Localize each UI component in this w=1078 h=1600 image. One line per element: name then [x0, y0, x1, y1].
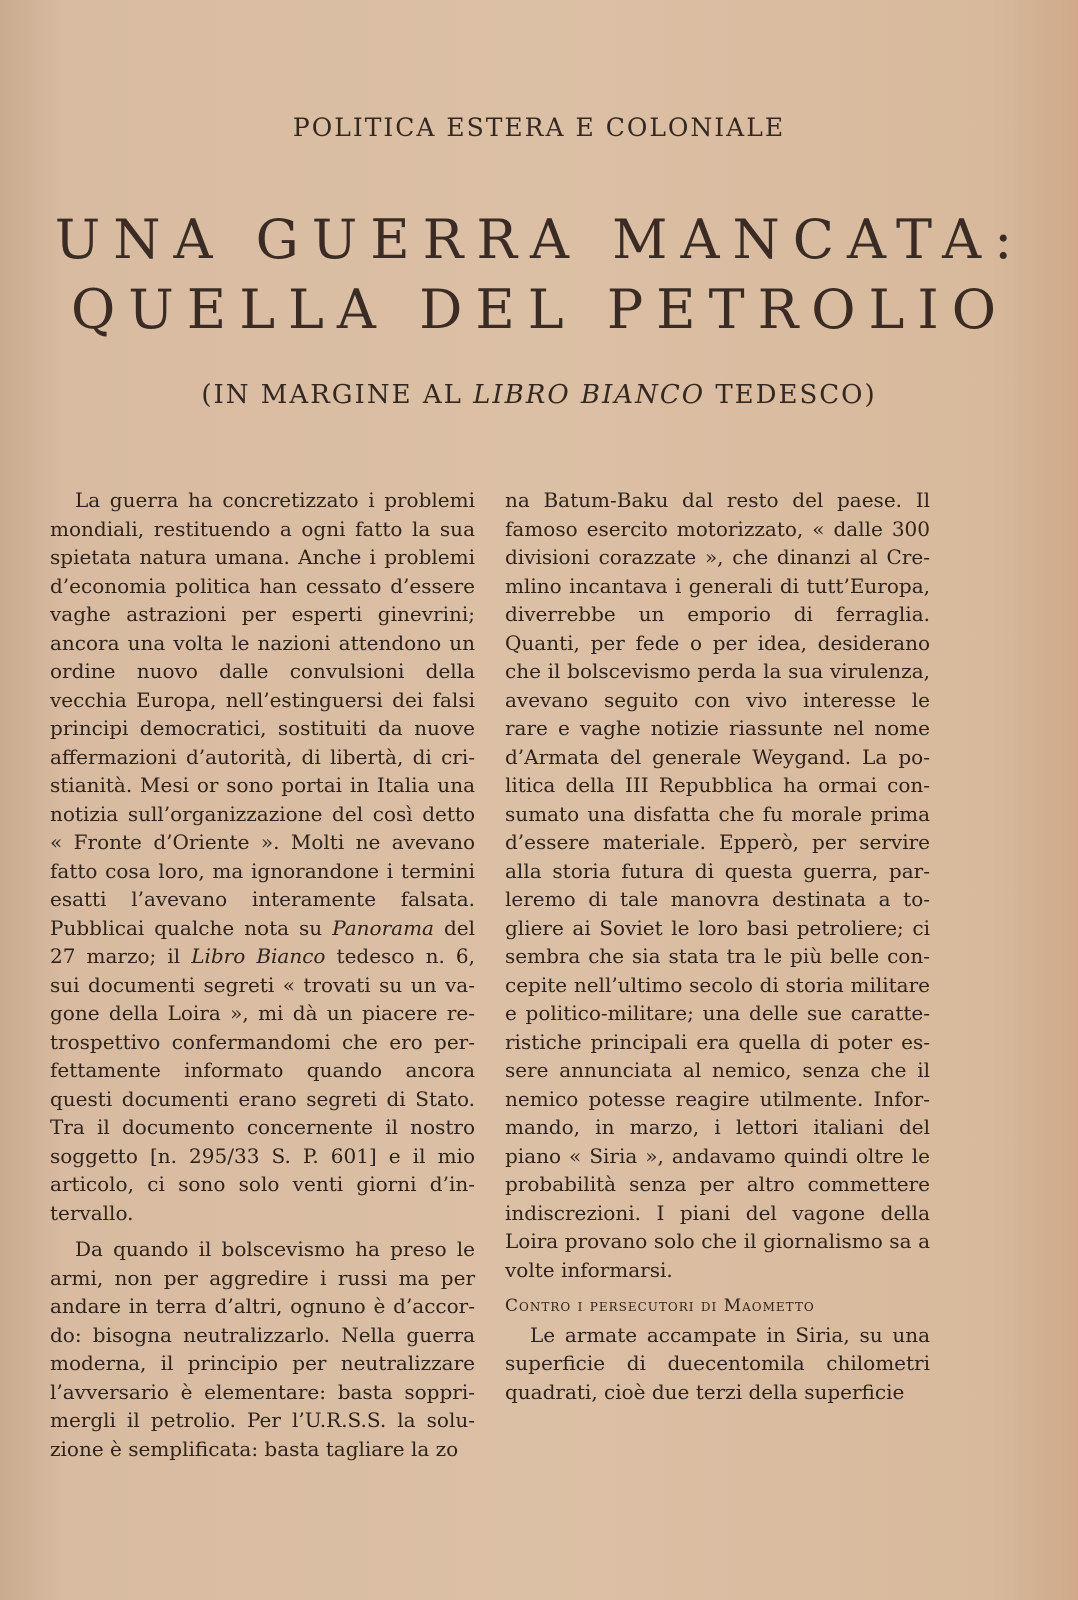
paragraph-text: La guerra ha concretizzato i problemi mondiali, restituendo a ogni fatto la sua spietata natura umana. Anche i problemi d’economia politica han cessato d’essere vaghe astrazioni per esperti ginevrini; ancora una volta le nazioni attendono un ordine nuovo dalle convulsioni della vecchia Europa, nell’estinguersi dei falsi principi democratici, sostituiti da nuove affermazioni d’autorità, di libertà, di cristianità. Mesi or sono portai in Italia una notizia sull’organizzazione del così detto « Fronte d’Oriente ». Molti ne avevano fatto cosa loro, ma ignorandone i termini esatti l’avevano interamente falsata. Pubblicai qualche nota su: [50, 488, 475, 940]
article-title-line-2: QUELLA DEL PETROLIO: [71, 278, 1009, 341]
italic-text: Libro Bianco: [191, 944, 326, 968]
section-heading: POLITICA ESTERA E COLONIALE: [292, 113, 786, 142]
paragraph: na Batum-Baku dal resto del paese. Il famoso esercito motorizzato, « dalle 300 divisioni corazzate », che dinanzi al Cremlino incantava i generali di tutt’Europa, diverrebbe un emporio di ferraglia. Quanti, per fede o per idea, desiderano che il bolscevismo perda la sua virulenza, avevano seguito con vivo interesse le rare e vaghe notizie riassunte nel nome d’Armata del generale Weygand. La politica della III Repubblica ha ormai consumato una disfatta che fu morale prima d’essere materiale. Epperò, per servire alla storia futura di questa guerra, parleremo di tale manovra destinata a togliere ai Soviet le loro basi petroliere; ci sembra che sia stata tra le più belle concepite nell’ultimo secolo di storia militare e politico-militare; una delle sue caratteristiche principali era quella di poter essere annunciata al nemico, senza che il nemico potesse reagire utilmente. Informando, in marzo, i lettori italiani del piano « Siria », andavamo quindi oltre le probabilità senza per altro commettere indiscrezioni. I piani del vagone della Loira provano solo che il giornalismo sa a volte informarsi.: [505, 488, 930, 1282]
paragraph-text: del 27 marzo; il: [50, 915, 476, 968]
paragraph: Da quando il bolscevismo ha preso le armi, non per aggredire i russi ma per andare in terra d’altri, ognuno è d’accordo: bisogna neutralizzarlo. Nella guerra moderna, il principio per neutralizzare l’avversario è elementare: basta sopprimergli il petrolio. Per l’U.R.S.S. la soluzione è semplificata: basta tagliare la zo: [50, 1237, 475, 1461]
left-column: [50, 486, 475, 1463]
subtitle-post: TEDESCO): [715, 380, 877, 410]
article-title-line-1: UNA GUERRA MANCATA:: [54, 208, 1026, 271]
paragraph-text: tedesco n. 6, sui documenti segreti « trovati su un vagone della Loira », mi dà un piacere retrospettivo confermandomi che ero perfettamente informato quando ancora questi documenti erano segreti di Stato. Tra il documento concernente il nostro soggetto [n. 295/33 S. P. 601] e il mio articolo, ci sono solo venti giorni d’intervallo.: [50, 944, 475, 1225]
paragraph: Le armate accampate in Siria, su una superficie di duecentomila chilometri quadrati, cioè due terzi della superficie: [505, 1322, 930, 1404]
paragraph: [50, 486, 475, 1227]
subtitle-italic: LIBRO BIANCO: [473, 380, 706, 410]
italic-text: Panorama: [332, 915, 434, 940]
subtitle-pre: (IN MARGINE AL: [201, 380, 463, 410]
right-column: [505, 486, 930, 1406]
section-subheading: Contro i persecutori di Maometto: [505, 1296, 815, 1316]
article-subtitle: [0, 380, 1078, 410]
